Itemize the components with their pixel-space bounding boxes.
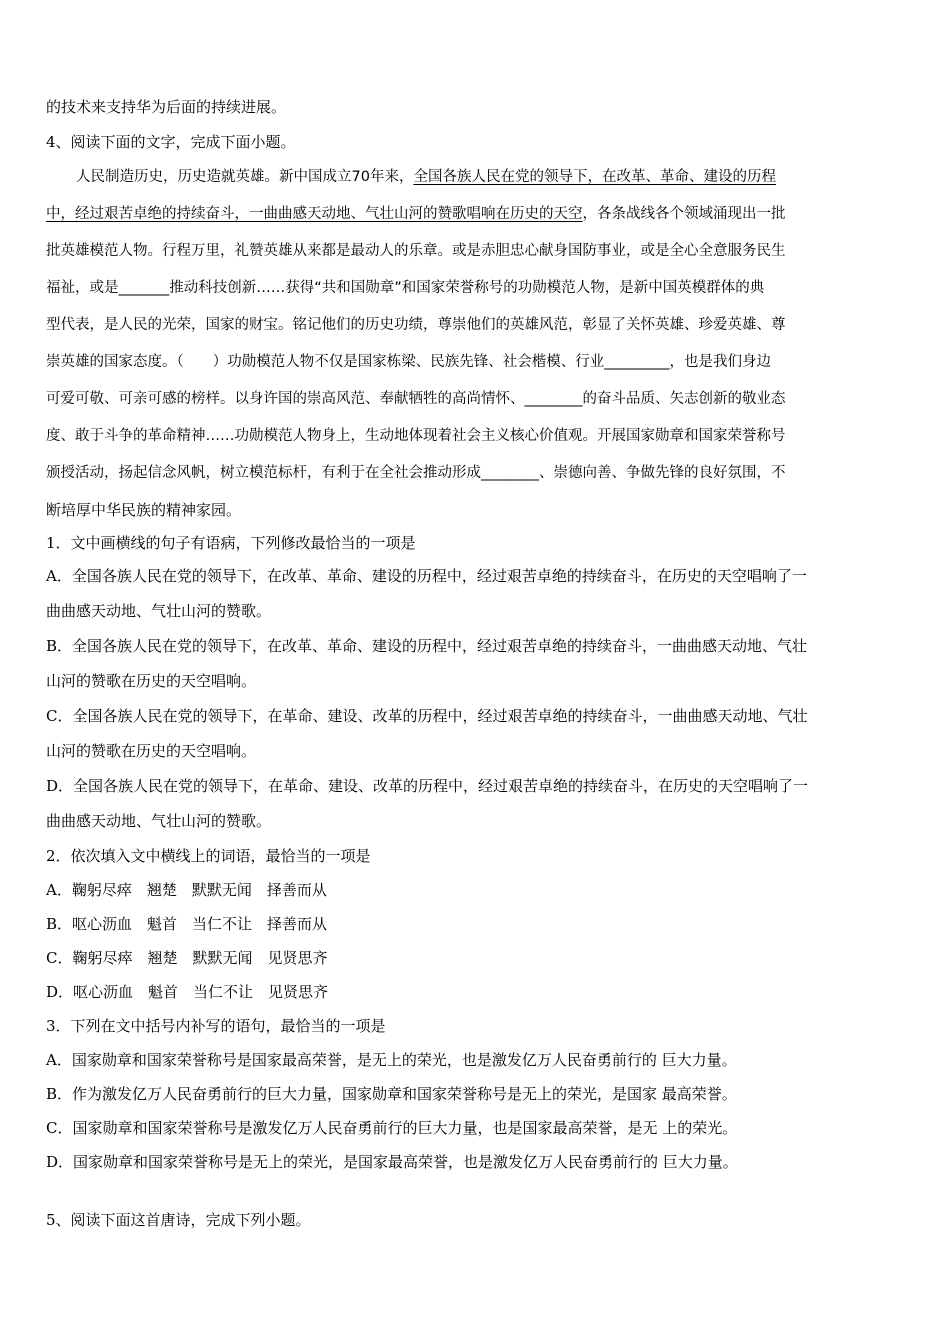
reading-passage	[46, 168, 902, 534]
section-4-heading: 4、阅读下面的文字，完成下面小题。	[46, 133, 296, 151]
passage-line: 度、敢于斗争的革命精神……功勋模范人物身上，生动地体现着社会主义核心价值观。开展国家勋章和国家荣誉称号	[46, 428, 786, 444]
question-2	[46, 847, 902, 1017]
option-c-cont: 山河的赞歌在历史的天空唱响。	[46, 742, 257, 760]
passage-line: 批英雄模范人物。行程万里，礼赞英雄从来都是最动人的乐章。或是赤胆忠心献身国防事业，或是全心全意服务民生	[46, 243, 786, 259]
passage-line: 中，经过艰苦卓绝的持续奋斗，一曲曲感天动地、气壮山河的赞歌唱响在历史的天空，各条战线各个领域涌现出一批	[46, 206, 786, 222]
option-d: D．国家勋章和国家荣誉称号是无上的荣光，是国家最高荣誉，也是激发亿万人民奋勇前行的 巨大力量。	[46, 1153, 738, 1171]
question-3	[46, 1017, 902, 1211]
option-b: B．全国各族人民在党的领导下，在改革、革命、建设的历程中，经过艰苦卓绝的持续奋斗，一曲曲感天动地、气壮	[46, 637, 808, 655]
passage-line: 颁授活动，扬起信念风帆，树立模范标杆，有利于在全社会推动形成________、崇德向善、争做先锋的良好氛围，不	[46, 465, 786, 481]
passage-line: 崇英雄的国家态度。（ ）功勋模范人物不仅是国家栋梁、民族先锋、社会楷模、行业_________，也是我们身边	[46, 354, 771, 370]
option-c: C．全国各族人民在党的领导下，在革命、建设、改革的历程中，经过艰苦卓绝的持续奋斗，一曲曲感天动地、气壮	[46, 707, 808, 725]
option-a: A．鞠躬尽瘁 翘楚 默默无闻 择善而从	[46, 881, 327, 899]
option-b: B．呕心沥血 魁首 当仁不让 择善而从	[46, 915, 328, 933]
document-page	[46, 98, 902, 1246]
question-stem: 1．文中画横线的句子有语病，下列修改最恰当的一项是	[46, 534, 416, 552]
passage-line: 断培厚中华民族的精神家园。	[46, 501, 242, 519]
section-5-heading: 5、阅读下面这首唐诗，完成下列小题。	[46, 1211, 311, 1229]
option-d-cont: 曲曲感天动地、气壮山河的赞歌。	[46, 812, 272, 830]
option-d: D．全国各族人民在党的领导下，在革命、建设、改革的历程中，经过艰苦卓绝的持续奋斗，在历史的天空唱响了一	[46, 777, 809, 795]
option-c: C．国家勋章和国家荣誉称号是激发亿万人民奋勇前行的巨大力量，也是国家最高荣誉，是无 上的荣光。	[46, 1119, 738, 1137]
passage-line: 福祉，或是_______推动科技创新……获得“共和国勋章”和国家荣誉称号的功勋模范人物，是新中国英模群体的典	[46, 280, 765, 296]
option-c: C．鞠躬尽瘁 翘楚 默默无闻 见贤思齐	[46, 949, 328, 967]
continuation-line: 的技术来支持华为后面的持续进展。	[46, 98, 287, 116]
option-b-cont: 山河的赞歌在历史的天空唱响。	[46, 672, 257, 690]
question-stem: 3．下列在文中括号内补写的语句，最恰当的一项是	[46, 1017, 386, 1035]
fill-blank: ________	[481, 465, 539, 481]
fill-blank: _______	[118, 280, 170, 296]
passage-line: 可爱可敬、可亲可感的榜样。以身许国的崇高风范、奉献牺牲的高尚情怀、________的奋斗品质、矢志创新的敬业态	[46, 391, 786, 407]
underlined-sentence: 中，经过艰苦卓绝的持续奋斗，一曲曲感天动地、气壮山河的赞歌唱响在历史的天空	[46, 206, 583, 222]
passage-line: 人民制造历史，历史造就英雄。新中国成立70年来，全国各族人民在党的领导下，在改革、革命、建设的历程	[76, 169, 776, 185]
option-a-cont: 曲曲感天动地、气壮山河的赞歌。	[46, 602, 272, 620]
option-a: A．国家勋章和国家荣誉称号是国家最高荣誉，是无上的荣光，也是激发亿万人民奋勇前行的 巨大力量。	[46, 1051, 737, 1069]
option-a: A．全国各族人民在党的领导下，在改革、革命、建设的历程中，经过艰苦卓绝的持续奋斗，在历史的天空唱响了一	[46, 567, 807, 585]
option-d: D．呕心沥血 魁首 当仁不让 见贤思齐	[46, 983, 329, 1001]
question-stem: 2．依次填入文中横线上的词语，最恰当的一项是	[46, 847, 371, 865]
option-b: B．作为激发亿万人民奋勇前行的巨大力量，国家勋章和国家荣誉称号是无上的荣光，是国家 最高荣誉。	[46, 1085, 737, 1103]
fill-blank: ________	[524, 391, 583, 407]
passage-line: 型代表，是人民的光荣，国家的财宝。铭记他们的历史功绩，尊崇他们的英雄风范，彰显了关怀英雄、珍爱英雄、尊	[46, 317, 786, 333]
fill-blank: _________	[604, 354, 670, 370]
underlined-sentence: 全国各族人民在党的领导下，在改革、革命、建设的历程	[413, 169, 776, 185]
question-1	[46, 534, 902, 847]
